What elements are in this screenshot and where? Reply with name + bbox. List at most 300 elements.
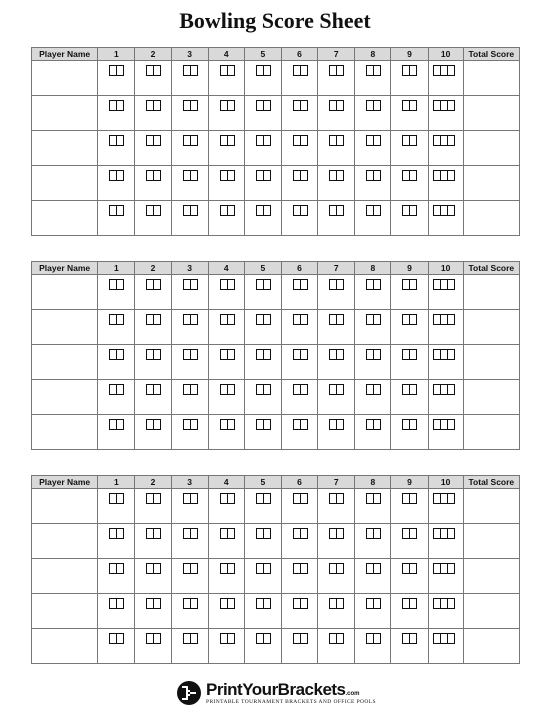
ball-box[interactable]	[440, 528, 447, 539]
ball-box[interactable]	[293, 279, 300, 290]
ball-box[interactable]	[433, 205, 440, 216]
ball-box[interactable]	[263, 205, 271, 216]
frame-cell[interactable]	[208, 559, 244, 594]
ball-box[interactable]	[256, 135, 263, 146]
ball-box[interactable]	[293, 349, 300, 360]
ball-box[interactable]	[336, 563, 344, 574]
frame-cell[interactable]	[391, 415, 428, 450]
ball-box[interactable]	[336, 528, 344, 539]
ball-box[interactable]	[153, 419, 161, 430]
ball-box[interactable]	[373, 135, 381, 146]
ball-box[interactable]	[433, 170, 440, 181]
frame-cell[interactable]	[98, 201, 135, 236]
ball-box[interactable]	[440, 170, 447, 181]
ball-box[interactable]	[263, 100, 271, 111]
player-name-cell[interactable]	[32, 629, 98, 664]
frame-cell[interactable]	[171, 559, 208, 594]
ball-box[interactable]	[447, 419, 455, 430]
ball-box[interactable]	[447, 563, 455, 574]
ball-box[interactable]	[336, 419, 344, 430]
ball-box[interactable]	[447, 493, 455, 504]
ball-box[interactable]	[116, 135, 124, 146]
ball-box[interactable]	[263, 314, 271, 325]
ball-box[interactable]	[146, 170, 153, 181]
frame-cell[interactable]	[428, 310, 463, 345]
ball-box[interactable]	[227, 279, 235, 290]
ball-box[interactable]	[402, 598, 409, 609]
ball-box[interactable]	[440, 419, 447, 430]
ball-box[interactable]	[190, 314, 198, 325]
ball-box[interactable]	[336, 493, 344, 504]
ball-box[interactable]	[433, 598, 440, 609]
frame-cell[interactable]	[244, 96, 281, 131]
ball-box[interactable]	[220, 563, 227, 574]
frame-cell[interactable]	[135, 166, 171, 201]
ball-box[interactable]	[227, 135, 235, 146]
ball-box[interactable]	[116, 170, 124, 181]
ball-box[interactable]	[146, 205, 153, 216]
ball-box[interactable]	[109, 65, 116, 76]
ball-box[interactable]	[300, 384, 308, 395]
frame-cell[interactable]	[208, 380, 244, 415]
frame-cell[interactable]	[98, 61, 135, 96]
ball-box[interactable]	[109, 100, 116, 111]
ball-box[interactable]	[220, 528, 227, 539]
ball-box[interactable]	[409, 419, 417, 430]
frame-cell[interactable]	[244, 559, 281, 594]
ball-box[interactable]	[263, 598, 271, 609]
ball-box[interactable]	[116, 419, 124, 430]
ball-box[interactable]	[440, 349, 447, 360]
frame-cell[interactable]	[391, 96, 428, 131]
frame-cell[interactable]	[318, 61, 355, 96]
ball-box[interactable]	[329, 419, 336, 430]
ball-box[interactable]	[373, 170, 381, 181]
ball-box[interactable]	[220, 493, 227, 504]
frame-cell[interactable]	[281, 489, 317, 524]
ball-box[interactable]	[146, 563, 153, 574]
frame-cell[interactable]	[171, 380, 208, 415]
ball-box[interactable]	[402, 349, 409, 360]
frame-cell[interactable]	[135, 131, 171, 166]
ball-box[interactable]	[366, 528, 373, 539]
frame-cell[interactable]	[355, 310, 391, 345]
ball-box[interactable]	[109, 205, 116, 216]
ball-box[interactable]	[183, 633, 190, 644]
ball-box[interactable]	[109, 598, 116, 609]
frame-cell[interactable]	[355, 629, 391, 664]
ball-box[interactable]	[256, 100, 263, 111]
ball-box[interactable]	[183, 493, 190, 504]
ball-box[interactable]	[447, 349, 455, 360]
frame-cell[interactable]	[318, 415, 355, 450]
ball-box[interactable]	[256, 314, 263, 325]
ball-box[interactable]	[447, 65, 455, 76]
frame-cell[interactable]	[98, 96, 135, 131]
ball-box[interactable]	[402, 170, 409, 181]
frame-cell[interactable]	[281, 201, 317, 236]
frame-cell[interactable]	[135, 559, 171, 594]
ball-box[interactable]	[447, 598, 455, 609]
ball-box[interactable]	[190, 205, 198, 216]
ball-box[interactable]	[293, 205, 300, 216]
frame-cell[interactable]	[355, 275, 391, 310]
ball-box[interactable]	[409, 493, 417, 504]
ball-box[interactable]	[116, 100, 124, 111]
frame-cell[interactable]	[355, 489, 391, 524]
ball-box[interactable]	[433, 279, 440, 290]
ball-box[interactable]	[220, 170, 227, 181]
ball-box[interactable]	[373, 493, 381, 504]
ball-box[interactable]	[373, 528, 381, 539]
ball-box[interactable]	[447, 528, 455, 539]
frame-cell[interactable]	[318, 489, 355, 524]
frame-cell[interactable]	[355, 166, 391, 201]
ball-box[interactable]	[109, 135, 116, 146]
ball-box[interactable]	[409, 205, 417, 216]
frame-cell[interactable]	[428, 380, 463, 415]
ball-box[interactable]	[300, 170, 308, 181]
ball-box[interactable]	[329, 65, 336, 76]
frame-cell[interactable]	[208, 166, 244, 201]
player-name-cell[interactable]	[32, 524, 98, 559]
ball-box[interactable]	[336, 65, 344, 76]
ball-box[interactable]	[256, 563, 263, 574]
ball-box[interactable]	[190, 633, 198, 644]
frame-cell[interactable]	[171, 61, 208, 96]
ball-box[interactable]	[153, 598, 161, 609]
frame-cell[interactable]	[318, 310, 355, 345]
ball-box[interactable]	[153, 135, 161, 146]
ball-box[interactable]	[409, 135, 417, 146]
ball-box[interactable]	[433, 100, 440, 111]
total-score-cell[interactable]	[463, 201, 519, 236]
ball-box[interactable]	[153, 384, 161, 395]
frame-cell[interactable]	[208, 201, 244, 236]
ball-box[interactable]	[190, 384, 198, 395]
ball-box[interactable]	[190, 493, 198, 504]
ball-box[interactable]	[300, 528, 308, 539]
ball-box[interactable]	[183, 349, 190, 360]
ball-box[interactable]	[402, 65, 409, 76]
ball-box[interactable]	[220, 100, 227, 111]
ball-box[interactable]	[109, 633, 116, 644]
ball-box[interactable]	[256, 170, 263, 181]
frame-cell[interactable]	[98, 489, 135, 524]
ball-box[interactable]	[433, 135, 440, 146]
total-score-cell[interactable]	[463, 524, 519, 559]
ball-box[interactable]	[256, 349, 263, 360]
ball-box[interactable]	[220, 633, 227, 644]
frame-cell[interactable]	[244, 380, 281, 415]
ball-box[interactable]	[116, 384, 124, 395]
ball-box[interactable]	[153, 563, 161, 574]
ball-box[interactable]	[183, 419, 190, 430]
ball-box[interactable]	[263, 65, 271, 76]
ball-box[interactable]	[109, 563, 116, 574]
player-name-cell[interactable]	[32, 201, 98, 236]
player-name-cell[interactable]	[32, 166, 98, 201]
frame-cell[interactable]	[391, 310, 428, 345]
ball-box[interactable]	[146, 633, 153, 644]
ball-box[interactable]	[116, 314, 124, 325]
ball-box[interactable]	[329, 349, 336, 360]
frame-cell[interactable]	[281, 559, 317, 594]
ball-box[interactable]	[373, 419, 381, 430]
ball-box[interactable]	[329, 493, 336, 504]
ball-box[interactable]	[116, 633, 124, 644]
ball-box[interactable]	[447, 384, 455, 395]
ball-box[interactable]	[433, 563, 440, 574]
ball-box[interactable]	[447, 633, 455, 644]
player-name-cell[interactable]	[32, 345, 98, 380]
ball-box[interactable]	[183, 65, 190, 76]
frame-cell[interactable]	[355, 131, 391, 166]
ball-box[interactable]	[336, 598, 344, 609]
ball-box[interactable]	[220, 65, 227, 76]
frame-cell[interactable]	[355, 345, 391, 380]
frame-cell[interactable]	[281, 380, 317, 415]
ball-box[interactable]	[440, 279, 447, 290]
ball-box[interactable]	[366, 633, 373, 644]
ball-box[interactable]	[409, 528, 417, 539]
player-name-cell[interactable]	[32, 489, 98, 524]
frame-cell[interactable]	[318, 629, 355, 664]
frame-cell[interactable]	[281, 594, 317, 629]
frame-cell[interactable]	[391, 166, 428, 201]
frame-cell[interactable]	[244, 275, 281, 310]
ball-box[interactable]	[409, 100, 417, 111]
ball-box[interactable]	[433, 314, 440, 325]
frame-cell[interactable]	[171, 131, 208, 166]
frame-cell[interactable]	[428, 131, 463, 166]
total-score-cell[interactable]	[463, 310, 519, 345]
ball-box[interactable]	[227, 493, 235, 504]
frame-cell[interactable]	[244, 489, 281, 524]
ball-box[interactable]	[109, 349, 116, 360]
ball-box[interactable]	[153, 65, 161, 76]
ball-box[interactable]	[146, 419, 153, 430]
ball-box[interactable]	[373, 100, 381, 111]
frame-cell[interactable]	[135, 345, 171, 380]
frame-cell[interactable]	[98, 629, 135, 664]
ball-box[interactable]	[153, 170, 161, 181]
ball-box[interactable]	[447, 279, 455, 290]
ball-box[interactable]	[447, 205, 455, 216]
ball-box[interactable]	[183, 279, 190, 290]
ball-box[interactable]	[329, 314, 336, 325]
total-score-cell[interactable]	[463, 96, 519, 131]
frame-cell[interactable]	[391, 629, 428, 664]
frame-cell[interactable]	[208, 629, 244, 664]
ball-box[interactable]	[190, 170, 198, 181]
ball-box[interactable]	[116, 205, 124, 216]
ball-box[interactable]	[220, 279, 227, 290]
frame-cell[interactable]	[244, 345, 281, 380]
ball-box[interactable]	[329, 384, 336, 395]
ball-box[interactable]	[293, 135, 300, 146]
ball-box[interactable]	[336, 314, 344, 325]
player-name-cell[interactable]	[32, 61, 98, 96]
frame-cell[interactable]	[208, 131, 244, 166]
ball-box[interactable]	[263, 528, 271, 539]
ball-box[interactable]	[220, 349, 227, 360]
ball-box[interactable]	[402, 279, 409, 290]
ball-box[interactable]	[263, 135, 271, 146]
player-name-cell[interactable]	[32, 131, 98, 166]
total-score-cell[interactable]	[463, 629, 519, 664]
frame-cell[interactable]	[208, 345, 244, 380]
frame-cell[interactable]	[428, 629, 463, 664]
ball-box[interactable]	[366, 170, 373, 181]
frame-cell[interactable]	[135, 275, 171, 310]
ball-box[interactable]	[402, 384, 409, 395]
frame-cell[interactable]	[355, 96, 391, 131]
ball-box[interactable]	[153, 205, 161, 216]
ball-box[interactable]	[433, 528, 440, 539]
ball-box[interactable]	[336, 205, 344, 216]
ball-box[interactable]	[366, 65, 373, 76]
frame-cell[interactable]	[135, 380, 171, 415]
frame-cell[interactable]	[281, 629, 317, 664]
frame-cell[interactable]	[318, 275, 355, 310]
ball-box[interactable]	[300, 279, 308, 290]
ball-box[interactable]	[373, 633, 381, 644]
frame-cell[interactable]	[171, 201, 208, 236]
ball-box[interactable]	[440, 598, 447, 609]
frame-cell[interactable]	[391, 380, 428, 415]
ball-box[interactable]	[440, 205, 447, 216]
ball-box[interactable]	[300, 100, 308, 111]
ball-box[interactable]	[190, 528, 198, 539]
ball-box[interactable]	[146, 493, 153, 504]
frame-cell[interactable]	[135, 415, 171, 450]
ball-box[interactable]	[263, 419, 271, 430]
frame-cell[interactable]	[244, 524, 281, 559]
frame-cell[interactable]	[318, 96, 355, 131]
ball-box[interactable]	[227, 384, 235, 395]
ball-box[interactable]	[329, 279, 336, 290]
ball-box[interactable]	[402, 528, 409, 539]
ball-box[interactable]	[153, 349, 161, 360]
frame-cell[interactable]	[281, 166, 317, 201]
ball-box[interactable]	[409, 349, 417, 360]
ball-box[interactable]	[300, 633, 308, 644]
ball-box[interactable]	[300, 314, 308, 325]
ball-box[interactable]	[183, 314, 190, 325]
ball-box[interactable]	[227, 100, 235, 111]
frame-cell[interactable]	[428, 275, 463, 310]
player-name-cell[interactable]	[32, 559, 98, 594]
ball-box[interactable]	[366, 279, 373, 290]
ball-box[interactable]	[366, 100, 373, 111]
frame-cell[interactable]	[391, 131, 428, 166]
frame-cell[interactable]	[355, 61, 391, 96]
ball-box[interactable]	[373, 279, 381, 290]
ball-box[interactable]	[329, 598, 336, 609]
ball-box[interactable]	[183, 205, 190, 216]
frame-cell[interactable]	[428, 166, 463, 201]
frame-cell[interactable]	[428, 96, 463, 131]
ball-box[interactable]	[256, 598, 263, 609]
total-score-cell[interactable]	[463, 594, 519, 629]
ball-box[interactable]	[293, 314, 300, 325]
ball-box[interactable]	[440, 100, 447, 111]
ball-box[interactable]	[329, 100, 336, 111]
ball-box[interactable]	[336, 100, 344, 111]
ball-box[interactable]	[300, 65, 308, 76]
ball-box[interactable]	[409, 279, 417, 290]
ball-box[interactable]	[433, 419, 440, 430]
frame-cell[interactable]	[98, 166, 135, 201]
ball-box[interactable]	[366, 563, 373, 574]
ball-box[interactable]	[153, 314, 161, 325]
ball-box[interactable]	[183, 170, 190, 181]
ball-box[interactable]	[109, 314, 116, 325]
ball-box[interactable]	[263, 349, 271, 360]
frame-cell[interactable]	[98, 594, 135, 629]
ball-box[interactable]	[329, 170, 336, 181]
ball-box[interactable]	[440, 633, 447, 644]
ball-box[interactable]	[183, 100, 190, 111]
frame-cell[interactable]	[171, 629, 208, 664]
ball-box[interactable]	[146, 65, 153, 76]
ball-box[interactable]	[409, 65, 417, 76]
frame-cell[interactable]	[318, 594, 355, 629]
ball-box[interactable]	[183, 563, 190, 574]
ball-box[interactable]	[300, 563, 308, 574]
ball-box[interactable]	[329, 633, 336, 644]
frame-cell[interactable]	[98, 524, 135, 559]
player-name-cell[interactable]	[32, 310, 98, 345]
ball-box[interactable]	[190, 135, 198, 146]
ball-box[interactable]	[402, 633, 409, 644]
ball-box[interactable]	[220, 135, 227, 146]
ball-box[interactable]	[447, 100, 455, 111]
ball-box[interactable]	[146, 528, 153, 539]
ball-box[interactable]	[227, 633, 235, 644]
ball-box[interactable]	[293, 100, 300, 111]
frame-cell[interactable]	[318, 345, 355, 380]
frame-cell[interactable]	[391, 61, 428, 96]
frame-cell[interactable]	[171, 345, 208, 380]
frame-cell[interactable]	[171, 275, 208, 310]
ball-box[interactable]	[300, 598, 308, 609]
player-name-cell[interactable]	[32, 380, 98, 415]
ball-box[interactable]	[153, 528, 161, 539]
frame-cell[interactable]	[428, 594, 463, 629]
ball-box[interactable]	[109, 528, 116, 539]
ball-box[interactable]	[109, 384, 116, 395]
ball-box[interactable]	[293, 65, 300, 76]
ball-box[interactable]	[300, 419, 308, 430]
ball-box[interactable]	[402, 419, 409, 430]
total-score-cell[interactable]	[463, 61, 519, 96]
frame-cell[interactable]	[98, 275, 135, 310]
ball-box[interactable]	[366, 419, 373, 430]
ball-box[interactable]	[183, 135, 190, 146]
frame-cell[interactable]	[281, 310, 317, 345]
ball-box[interactable]	[116, 493, 124, 504]
ball-box[interactable]	[366, 598, 373, 609]
frame-cell[interactable]	[244, 61, 281, 96]
ball-box[interactable]	[402, 100, 409, 111]
frame-cell[interactable]	[171, 310, 208, 345]
ball-box[interactable]	[256, 419, 263, 430]
frame-cell[interactable]	[281, 345, 317, 380]
ball-box[interactable]	[329, 135, 336, 146]
ball-box[interactable]	[116, 563, 124, 574]
